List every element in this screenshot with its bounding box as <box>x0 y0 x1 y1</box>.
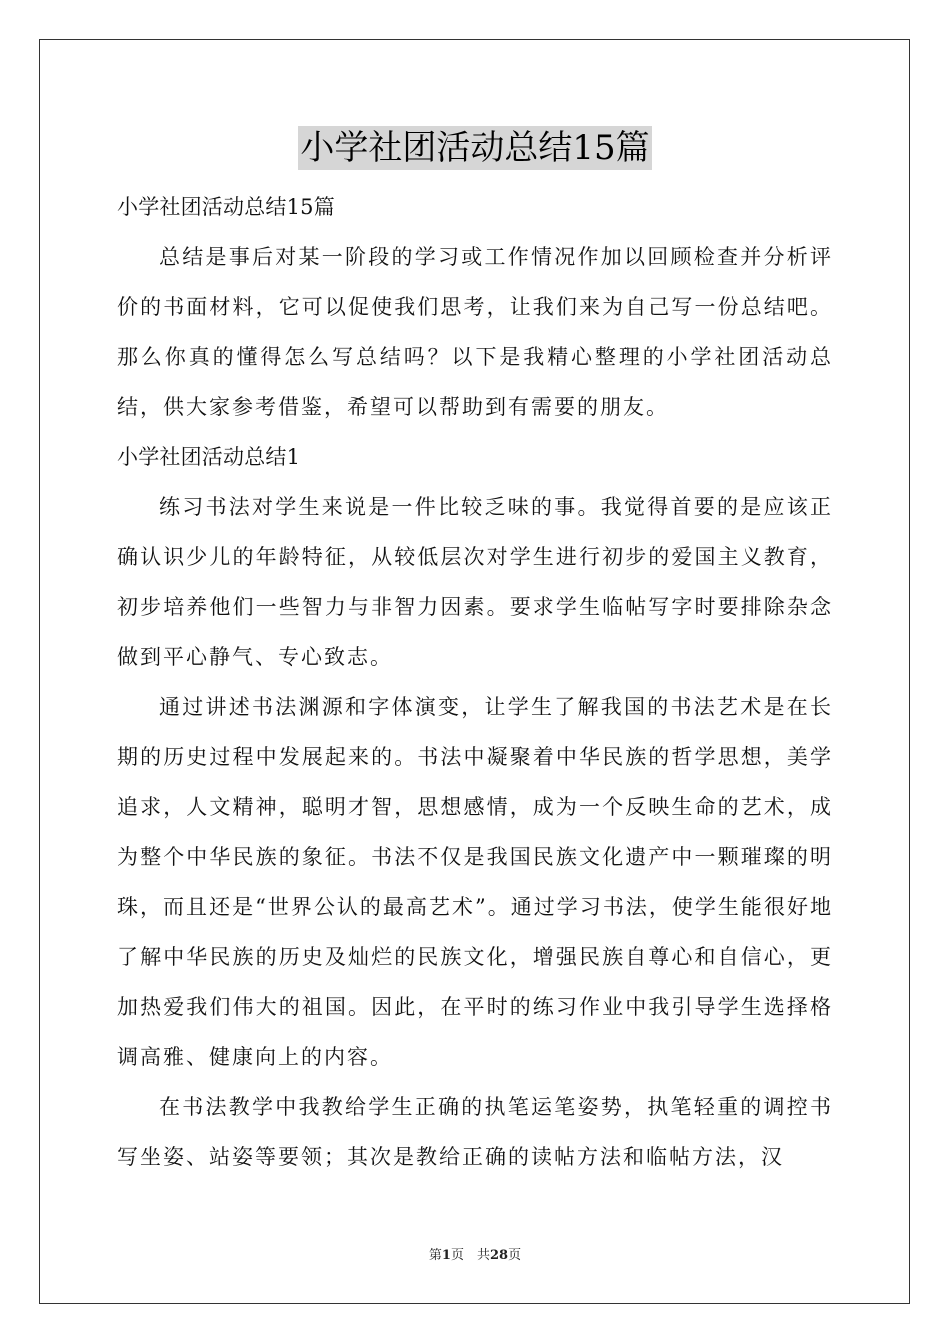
footer-page-suffix: 页 <box>508 1248 522 1263</box>
footer-page-prefix: 第 <box>428 1248 442 1263</box>
document-title: 小学社团活动总结15篇 <box>300 128 650 168</box>
footer-page-mid: 页 共 <box>450 1248 490 1263</box>
body-paragraph-2: 通过讲述书法渊源和字体演变，让学生了解我国的书法艺术是在长期的历史过程中发展起来的。书法中凝聚着中华民族的哲学思想，美学追求，人文精神，聪明才智，思想感情，成为一个反映生命的艺术，成为整个中华民族的象征。书法不仅是我国民族文化遗产中一颗璀璨的明珠，而且还是“世界公认的最高艺术”。通过学习书法，使学生能很好地了解中华民族的历史及灿烂的民族文化，增强民族自尊心和自信心，更加热爱我们伟大的祖国。因此，在平时的练习作业中我引导学生选择格调高雅、健康向上的内容。 <box>117 695 833 1069</box>
footer-page-current: 1 <box>441 1248 451 1263</box>
footer-page-total: 28 <box>489 1248 509 1263</box>
page-footer <box>0 1244 950 1263</box>
body-paragraph-1: 练习书法对学生来说是一件比较乏味的事。我觉得首要的是应该正确认识少儿的年龄特征，从较低层次对学生进行初步的爱国主义教育，初步培养他们一些智力与非智力因素。要求学生临帖写字时要排除杂念做到平心静气、专心致志。 <box>117 495 833 669</box>
document-body <box>117 182 833 1182</box>
document-title-wrap <box>0 126 950 170</box>
section-heading: 小学社团活动总结1 <box>117 445 301 469</box>
body-paragraph-3: 在书法教学中我教给学生正确的执笔运笔姿势，执笔轻重的调控书写坐姿、站姿等要领；其次是教给正确的读帖方法和临帖方法，汉 <box>117 1095 833 1169</box>
intro-paragraph: 总结是事后对某一阶段的学习或工作情况作加以回顾检查并分析评价的书面材料，它可以促使我们思考，让我们来为自己写一份总结吧。那么你真的懂得怎么写总结吗？以下是我精心整理的小学社团活动总结，供大家参考借鉴，希望可以帮助到有需要的朋友。 <box>117 245 833 419</box>
document-subtitle: 小学社团活动总结15篇 <box>117 195 335 219</box>
